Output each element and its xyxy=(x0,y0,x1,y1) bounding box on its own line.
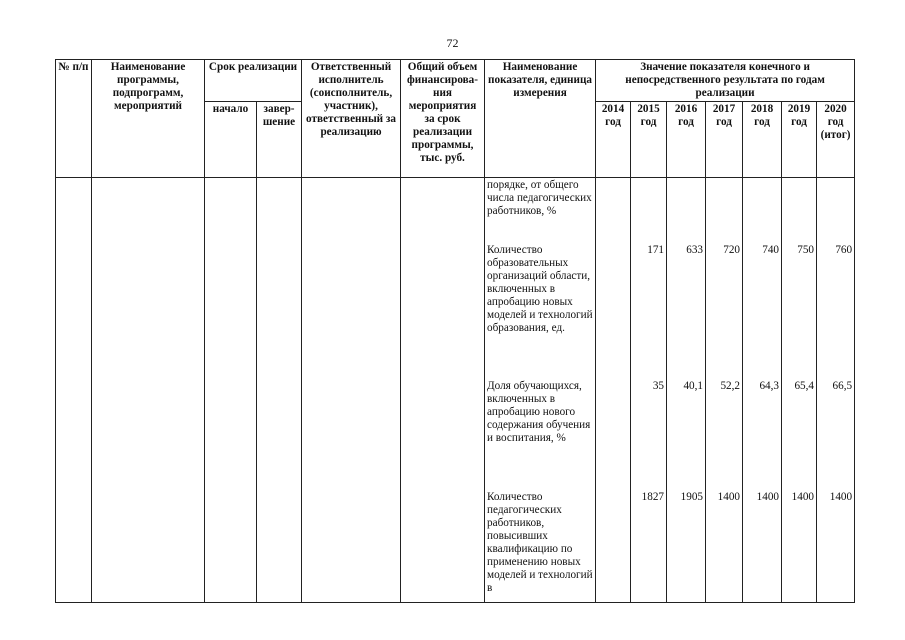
header-term: Срок реализации xyxy=(205,60,302,102)
executor-cell xyxy=(302,178,401,603)
indicator-value xyxy=(669,179,703,244)
indicator-value xyxy=(598,380,628,491)
year-2020-cell xyxy=(817,178,855,603)
indicator-value: 64,3 xyxy=(759,380,780,392)
indicator-value: 171 xyxy=(647,244,665,256)
year-2017-cell xyxy=(706,178,743,603)
year-2018-cell xyxy=(743,178,782,603)
header-num: № п/п xyxy=(56,60,92,178)
indicator-text: Количество педагогических работников, повысивших квалификацию по применению новых моделей и технологий в xyxy=(487,491,593,594)
program-table xyxy=(55,59,855,603)
indicator-value xyxy=(708,179,740,244)
start-cell xyxy=(205,178,257,603)
indicator-value: 1400 xyxy=(829,491,853,503)
end-cell xyxy=(257,178,302,603)
indicator-value: 740 xyxy=(762,244,780,256)
indicator-value xyxy=(633,179,664,244)
indicator-value: 750 xyxy=(797,244,815,256)
name-cell xyxy=(92,178,205,603)
header-name: Наименование программы, подпрограмм, мероприятий xyxy=(92,60,205,178)
indicator-value: 633 xyxy=(686,244,704,256)
year-2019-cell xyxy=(782,178,817,603)
indicator-value xyxy=(745,179,779,244)
header-executor: Ответственный исполнитель (соисполнитель, участник), ответственный за реализацию xyxy=(302,60,401,178)
indicator-value xyxy=(598,244,628,380)
header-year: 2020 год (итог) xyxy=(817,102,855,178)
indicator-value xyxy=(598,179,628,244)
header-funding: Общий объем финансирова-ния мероприятия за срок реализации программы, тыс. руб. xyxy=(401,60,485,178)
indicator-text: Количество образовательных организаций области, включенных в апробацию новых моделей и технологий образования, ед. xyxy=(487,244,593,334)
indicator-value: 1400 xyxy=(717,491,741,503)
indicator-value xyxy=(598,491,628,601)
indicator-value: 1400 xyxy=(756,491,780,503)
indicator-value: 66,5 xyxy=(832,380,853,392)
indicator-value: 35 xyxy=(652,380,665,392)
table-row xyxy=(56,178,855,603)
header-start: начало xyxy=(205,102,257,178)
indicator-value: 52,2 xyxy=(720,380,741,392)
indicator-value: 1905 xyxy=(680,491,704,503)
indicator-value: 40,1 xyxy=(683,380,704,392)
indicator-text: Доля обучающихся, включенных в апробацию нового содержания обучения и воспитания, % xyxy=(487,380,591,444)
indicator-value: 720 xyxy=(723,244,741,256)
header-year: 2017 год xyxy=(706,102,743,178)
header-year: 2018 год xyxy=(743,102,782,178)
header-year: 2014 год xyxy=(596,102,631,178)
header-year: 2019 год xyxy=(782,102,817,178)
header-year: 2016 год xyxy=(667,102,706,178)
year-2016-cell xyxy=(667,178,706,603)
page-number: 72 xyxy=(446,36,459,50)
indicator-value: 65,4 xyxy=(794,380,815,392)
header-values: Значение показателя конечного и непосредственного результата по годам реализации xyxy=(596,60,855,102)
indicator-value: 1827 xyxy=(641,491,665,503)
indicator-value xyxy=(819,179,852,244)
header-year: 2015 год xyxy=(631,102,667,178)
header-indicator: Наименование показателя, единица измерения xyxy=(485,60,596,178)
indicator-value xyxy=(784,179,814,244)
funding-cell xyxy=(401,178,485,603)
header-end: завер-шение xyxy=(257,102,302,178)
indicator-value: 1400 xyxy=(791,491,815,503)
indicator-cell xyxy=(485,178,596,603)
year-2014-cell xyxy=(596,178,631,603)
indicator-text: порядке, от общего числа педагогических работников, % xyxy=(487,179,592,217)
num-cell xyxy=(56,178,92,603)
indicator-value: 760 xyxy=(835,244,853,256)
year-2015-cell xyxy=(631,178,667,603)
